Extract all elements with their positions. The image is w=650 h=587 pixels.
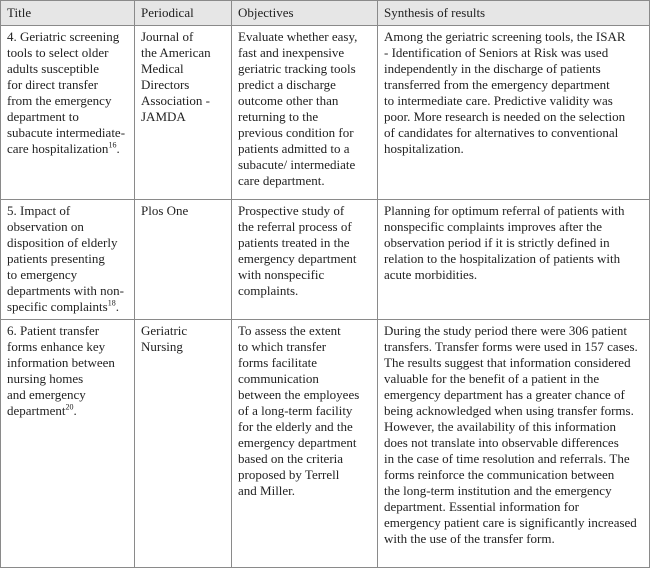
header-row [1,1,650,26]
objectives-cell [232,26,378,200]
header-title: Title [1,1,135,26]
synthesis-line: emergency patient care is significantly increased [384,515,637,530]
objectives-line: between the employees [238,387,360,402]
synthesis-line: in the case of time resolution and referrals. The [384,451,630,466]
objectives-line: Evaluate whether easy, [238,29,358,44]
header-periodical: Periodical [135,1,232,26]
title-line: observation on [7,219,84,234]
synthesis-line: independently in the discharge of patients [384,61,601,76]
title-cell [1,200,135,320]
title-text: care hospitalization [7,141,109,156]
periodical-line: the American [141,45,211,60]
objectives-line: for the elderly and the [238,419,353,434]
title-line: disposition of elderly [7,235,118,250]
synthesis-line: poor. More research is needed on the selection [384,109,626,124]
synthesis-line: with the use of the transfer form. [384,531,555,546]
title-line: and emergency [7,387,86,402]
objectives-line: outcome other than [238,93,339,108]
synthesis-line: does not translate into observable differences [384,435,619,450]
objectives-line: care department. [238,173,325,188]
title-end: . [73,403,77,418]
title-line: subacute intermediate- [7,125,126,140]
objectives-line: returning to the [238,109,319,124]
title-line: departments with non- [7,283,124,298]
objectives-line: forms facilitate [238,355,318,370]
objectives-line: predict a discharge [238,77,336,92]
objectives-line: patients treated in the [238,235,350,250]
reference-number: 16 [108,140,117,150]
objectives-line: based on the criteria [238,451,344,466]
reference-number: 18 [107,298,116,308]
synthesis-line: The results suggest that information considered [384,355,631,370]
objectives-cell [232,200,378,320]
periodical-line: JAMDA [141,109,186,124]
title-line: 6. Patient transfer [7,323,100,338]
synthesis-cell [378,200,650,320]
objectives-line: emergency department [238,251,357,266]
objectives-line: patients admitted to a [238,141,350,156]
synthesis-line: the long-term institution and the emergency [384,483,612,498]
objectives-line: To assess the extent [238,323,341,338]
title-line: to emergency [7,267,78,282]
title-text: department [7,403,66,418]
table-row [1,320,650,568]
synthesis-line: nonspecific complaints improves after the [384,219,603,234]
title-line: 4. Geriatric screening [7,29,120,44]
title-text: specific complaints [7,299,108,314]
objectives-line: and Miller. [238,483,296,498]
synthesis-line: department. Essential information for [384,499,579,514]
synthesis-line: being acknowledged when using transfer forms. [384,403,634,418]
title-line: from the emergency [7,93,112,108]
title-line-last [7,299,132,315]
table-row [1,26,650,200]
table-row [1,200,650,320]
periodical-cell [135,200,232,320]
synthesis-line: acute morbidities. [384,267,478,282]
title-line: adults susceptible [7,61,100,76]
title-line: department to [7,109,79,124]
title-end: . [115,299,119,314]
reference-number: 20 [65,402,74,412]
synthesis-line: relation to the hospitalization of patients with [384,251,621,266]
objectives-line: proposed by Terrell [238,467,340,482]
synthesis-line: Planning for optimum referral of patients with [384,203,625,218]
synthesis-line: Among the geriatric screening tools, the ISAR [384,29,626,44]
synthesis-cell [378,26,650,200]
synthesis-line: to intermediate care. Predictive validity was [384,93,613,108]
title-line: tools to select older [7,45,109,60]
title-line: for direct transfer [7,77,98,92]
periodical-line: Directors [141,77,190,92]
objectives-line: subacute/ intermediate [238,157,356,172]
title-cell [1,320,135,568]
synthesis-cell [378,320,650,568]
objectives-line: Prospective study of [238,203,345,218]
title-line: information between [7,355,115,370]
synthesis-line: During the study period there were 306 patient [384,323,627,338]
title-line: 5. Impact of [7,203,71,218]
title-line-last [7,403,132,419]
objectives-line: to which transfer [238,339,327,354]
title-end: . [116,141,120,156]
periodical-line: Plos One [141,203,189,218]
objectives-line: communication [238,371,319,386]
title-line: nursing homes [7,371,84,386]
synthesis-line: of candidates for alternatives to conventional [384,125,619,140]
objectives-line: emergency department [238,435,357,450]
periodical-line: Medical [141,61,184,76]
objectives-line: geriatric tracking tools [238,61,356,76]
title-line: patients presenting [7,251,105,266]
synthesis-line: However, the availability of this information [384,419,616,434]
periodical-line: Association - [141,93,210,108]
title-cell [1,26,135,200]
periodical-cell [135,26,232,200]
title-line-last [7,141,132,157]
synthesis-line: hospitalization. [384,141,464,156]
objectives-line: of a long-term facility [238,403,353,418]
synthesis-line: valuable for the benefit of a patient in the [384,371,600,386]
periodical-line: Geriatric [141,323,188,338]
objectives-line: with nonspecific [238,267,325,282]
synthesis-line: forms reinforce the communication between [384,467,615,482]
header-synthesis: Synthesis of results [378,1,650,26]
objectives-line: complaints. [238,283,299,298]
header-objectives: Objectives [232,1,378,26]
objectives-line: previous condition for [238,125,354,140]
synthesis-line: transferred from the emergency department [384,77,610,92]
objectives-line: the referral process of [238,219,352,234]
title-line: forms enhance key [7,339,106,354]
periodical-cell [135,320,232,568]
objectives-line: fast and inexpensive [238,45,345,60]
periodical-line: Nursing [141,339,183,354]
periodical-line: Journal of [141,29,194,44]
synthesis-line: transfers. Transfer forms were used in 157 cases. [384,339,638,354]
synthesis-line: - Identification of Seniors at Risk was used [384,45,609,60]
synthesis-line: emergency department has a greater chance of [384,387,625,402]
synthesis-line: observation period if it is strictly defined in [384,235,610,250]
objectives-cell [232,320,378,568]
